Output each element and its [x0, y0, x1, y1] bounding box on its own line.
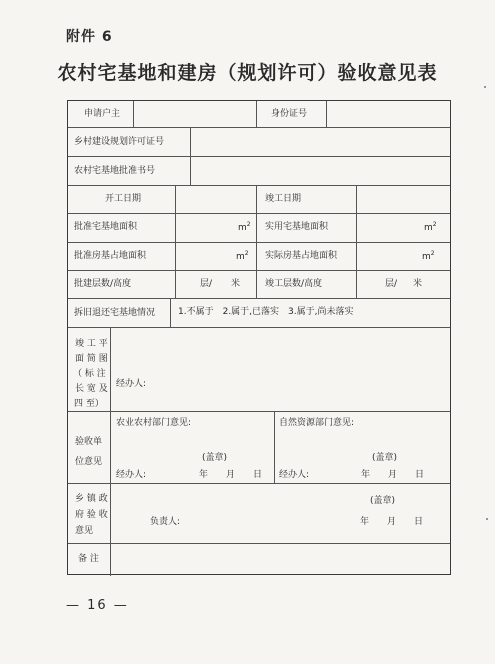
- planning-permit-label: 乡村建设规划许可证号: [74, 137, 165, 147]
- column-divider: [133, 101, 134, 127]
- relocation-options: 1.不属于 2.属于,已落实 3.属于,尚未落实: [178, 307, 354, 317]
- town-opinion-label: 意见: [75, 526, 94, 536]
- approved-land-area-label: 批准宅基地面积: [74, 222, 138, 232]
- row-divider: [68, 298, 450, 299]
- form-title: 农村宅基地和建房（规划许可）验收意见表: [57, 62, 438, 84]
- plan-sketch-label: 面 简 图: [75, 354, 108, 364]
- agri-seal: (盖章): [202, 453, 228, 463]
- plan-sketch-label: 长 宽 及: [75, 384, 108, 394]
- scan-speck: [486, 518, 488, 520]
- acceptance-unit-label: 位意见: [75, 457, 103, 467]
- agri-handler-label: 经办人:: [116, 470, 147, 480]
- column-divider: [356, 185, 357, 298]
- actual-land-area-label: 实用宅基地面积: [265, 222, 329, 232]
- attachment-label: 附件 6: [66, 29, 113, 45]
- row-divider: [68, 127, 450, 128]
- finish-date-label: 竣工日期: [265, 194, 302, 204]
- acceptance-form-table: [67, 100, 451, 575]
- agri-date: 年 月 日: [199, 470, 263, 480]
- resource-date: 年 月 日: [361, 470, 425, 480]
- row-divider: [68, 156, 450, 157]
- resource-handler-label: 经办人:: [279, 470, 310, 480]
- column-divider: [274, 411, 275, 483]
- resource-seal: (盖章): [372, 453, 398, 463]
- town-seal: (盖章): [370, 496, 396, 506]
- column-divider: [170, 298, 171, 327]
- meter-unit: 米: [231, 279, 241, 289]
- row-divider: [68, 327, 450, 328]
- sqm-unit: $m^2$: [422, 250, 435, 262]
- plan-handler-label: 经办人:: [116, 379, 147, 389]
- responsible-label: 负责人:: [150, 517, 181, 527]
- floors-unit: 层/: [385, 279, 398, 289]
- sqm-unit: $m^2$: [424, 221, 437, 233]
- page-number: — 16 —: [66, 598, 129, 613]
- plan-sketch-label: （ 标 注: [73, 369, 106, 379]
- column-divider: [175, 185, 176, 298]
- relocation-label: 拆旧退还宅基地情况: [74, 308, 156, 318]
- row-divider: [68, 411, 450, 412]
- scan-speck: [484, 86, 486, 88]
- row-divider: [68, 213, 450, 214]
- floors-unit: 层/: [200, 279, 213, 289]
- row-divider: [68, 543, 450, 544]
- actual-house-area-label: 实际房基占地面积: [265, 251, 338, 261]
- town-opinion-label: 乡 镇 政: [75, 494, 108, 504]
- sqm-unit: $m^2$: [236, 250, 249, 262]
- acceptance-unit-label: 验收单: [75, 437, 103, 447]
- approved-house-area-label: 批准房基占地面积: [74, 251, 147, 261]
- town-date: 年 月 日: [360, 517, 424, 527]
- applicant-label: 申请户主: [84, 109, 121, 119]
- column-divider: [326, 101, 327, 127]
- sqm-unit: $m^2$: [238, 221, 251, 233]
- column-divider: [110, 327, 111, 576]
- start-date-label: 开工日期: [105, 194, 142, 204]
- column-divider: [190, 127, 191, 185]
- column-divider: [256, 101, 257, 127]
- finished-floors-label: 竣工层数/高度: [265, 279, 323, 289]
- row-divider: [68, 185, 450, 186]
- approved-floors-label: 批建层数/高度: [74, 279, 132, 289]
- row-divider: [68, 242, 450, 243]
- id-number-label: 身份证号: [271, 109, 308, 119]
- town-opinion-label: 府 验 收: [75, 510, 108, 520]
- plan-sketch-label: 竣 工 平: [75, 339, 108, 349]
- resource-opinion-label: 自然资源部门意见:: [279, 418, 355, 428]
- column-divider: [256, 185, 257, 298]
- plan-sketch-label: 四 至）: [74, 399, 104, 409]
- remarks-label: 备 注: [78, 554, 99, 564]
- meter-unit: 米: [413, 279, 423, 289]
- row-divider: [68, 270, 450, 271]
- approval-cert-label: 农村宅基地批准书号: [74, 166, 156, 176]
- agri-opinion-label: 农业农村部门意见:: [116, 418, 192, 428]
- row-divider: [68, 483, 450, 484]
